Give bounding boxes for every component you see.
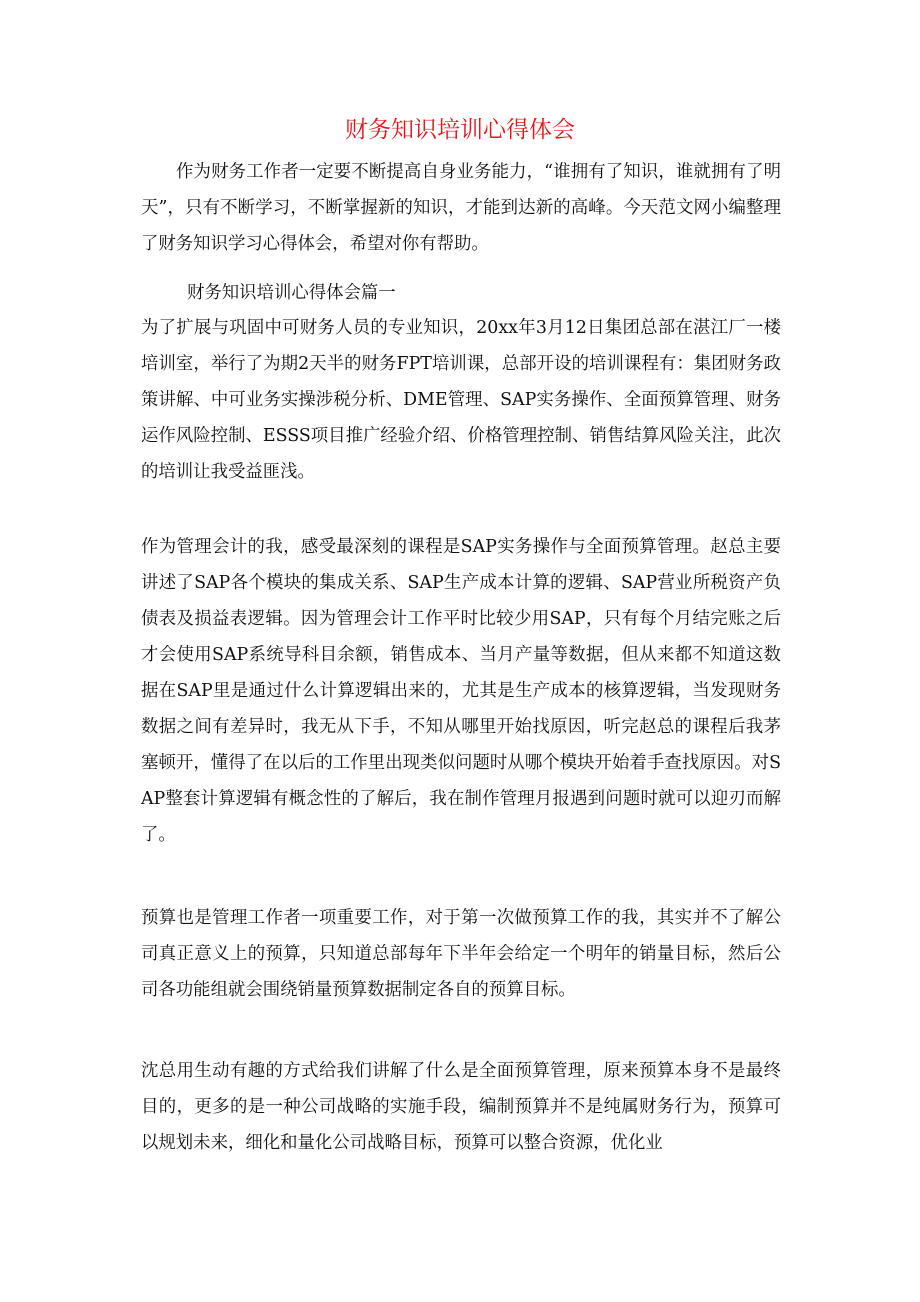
- section-subtitle: 财务知识培训心得体会篇一: [187, 283, 396, 303]
- body-paragraph-1: 为了扩展与巩固中可财务人员的专业知识，20xx年3月12日集团总部在湛江厂一楼培训室，举行了为期2天半的财务FPT培训课，总部开设的培训课程有：集团财务政策讲解、中可业务实操涉税分析、DME管理、SAP实务操作、全面预算管理、财务运作风险控制、ESSS项目推广经验介绍、价格管理控制、销售结算风险关注，此次的培训让我受益匪浅。: [141, 318, 781, 482]
- body-paragraph-4: 沈总用生动有趣的方式给我们讲解了什么是全面预算管理，原来预算本身不是最终目的，更多的是一种公司战略的实施手段，编制预算并不是纯属财务行为，预算可以规划未来，细化和量化公司战略目标，预算可以整合资源，优化业: [141, 1061, 781, 1153]
- body-paragraph-3: 预算也是管理工作者一项重要工作，对于第一次做预算工作的我，其实并不了解公司真正意义上的预算，只知道总部每年下半年会给定一个明年的销量目标，然后公司各功能组就会围绕销量预算数据制定各自的预算目标。: [141, 908, 781, 1000]
- body-paragraph-2: 作为管理会计的我，感受最深刻的课程是SAP实务操作与全面预算管理。赵总主要讲述了SAP各个模块的集成关系、SAP生产成本计算的逻辑、SAP营业所税资产负债表及损益表逻辑。因为管理会计工作平时比较少用SAP，只有每个月结完账之后才会使用SAP系统导科目余额，销售成本、当月产量等数据，但从来都不知道这数据在SAP里是通过什么计算逻辑出来的，尤其是生产成本的核算逻辑，当发现财务数据之间有差异时，我无从下手，不知从哪里开始找原因，听完赵总的课程后我茅塞顿开，懂得了在以后的工作里出现类似问题时从哪个模块开始着手查找原因。对SAP整套计算逻辑有概念性的了解后，我在制作管理月报遇到问题时就可以迎刃而解了。: [141, 537, 781, 845]
- document-title: 财务知识培训心得体会: [345, 117, 575, 143]
- intro-paragraph: 作为财务工作者一定要不断提高自身业务能力，“谁拥有了知识，谁就拥有了明天”，只有不断学习，不断掌握新的知识，才能到达新的高峰。今天范文网小编整理了财务知识学习心得体会，希望对你有帮助。: [141, 162, 781, 254]
